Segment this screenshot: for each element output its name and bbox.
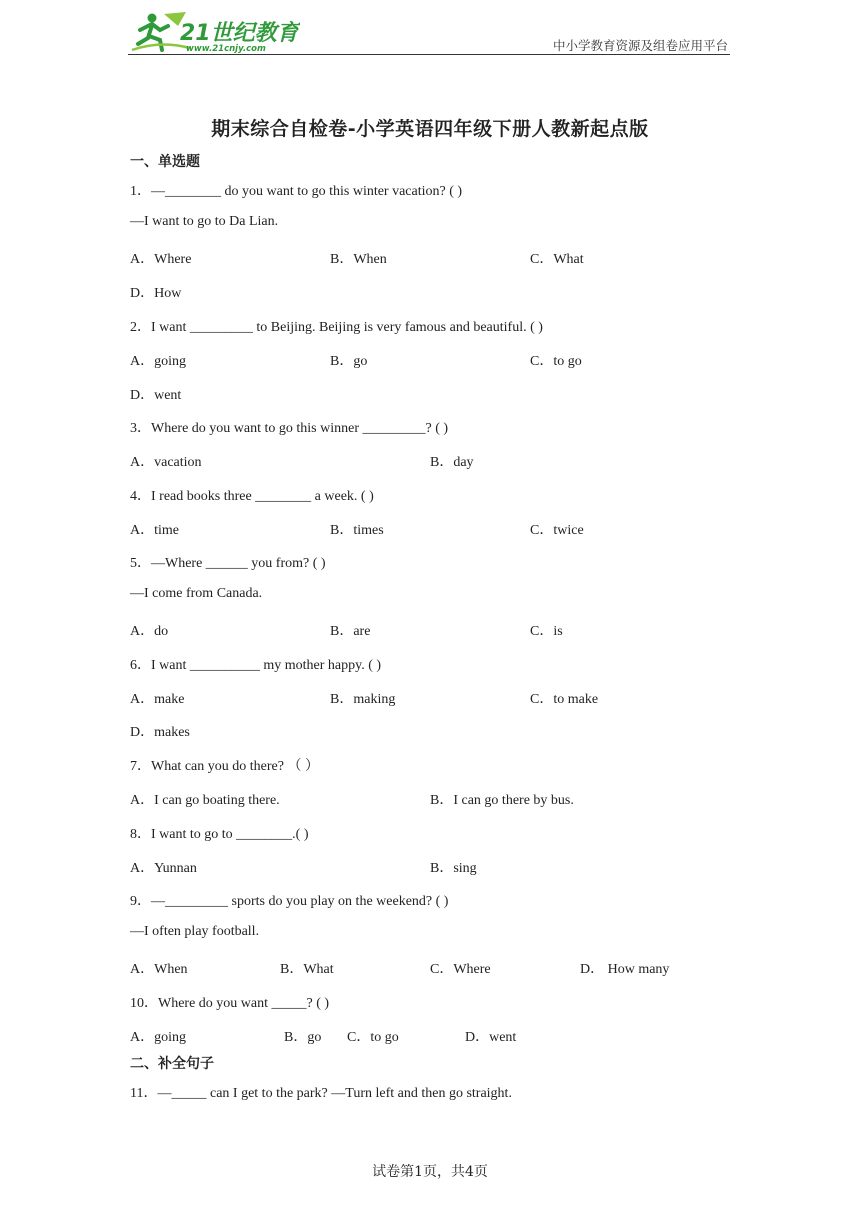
option-a: A．do	[130, 624, 169, 639]
option-d: D．went	[465, 1030, 517, 1045]
option-a: A．Where	[130, 252, 192, 267]
question-stem: 7．What can you do there? （ ）	[130, 759, 319, 774]
option-b: B．When	[330, 252, 387, 267]
svg-text:www.21cnjy.com: www.21cnjy.com	[186, 44, 266, 54]
question-stem: 1．—________ do you want to go this winter vacation? ( )	[130, 184, 463, 199]
svg-text:21世纪教育: 21世纪教育	[180, 21, 299, 46]
question-stem: 4．I read books three ________ a week. ( )	[130, 489, 374, 504]
option-a: A．going	[130, 354, 186, 369]
answer-line: —I often play football.	[130, 924, 260, 939]
option-a: A．vacation	[130, 455, 202, 470]
question-stem: 9．—_________ sports do you play on the weekend? ( )	[130, 894, 449, 909]
question-stem: 5．—Where ______ you from? ( )	[130, 556, 326, 571]
option-d: D．went	[130, 388, 182, 403]
option-b: B．go	[284, 1030, 322, 1045]
option-a: A．going	[130, 1030, 186, 1045]
option-c: C．What	[530, 252, 584, 267]
option-b: B．What	[280, 962, 334, 977]
option-a: A．Yunnan	[130, 861, 197, 876]
option-c: C．twice	[530, 523, 584, 538]
option-c: C．is	[530, 624, 563, 639]
option-a: A．time	[130, 523, 179, 538]
answer-line: —I come from Canada.	[130, 586, 263, 601]
section-heading: 二、补全句子	[130, 1056, 214, 1072]
page-footer: 试卷第1页，共4页	[372, 1164, 488, 1180]
question-stem: 2．I want _________ to Beijing. Beijing is very famous and beautiful. ( )	[130, 320, 543, 335]
option-d: D． How many	[580, 962, 670, 977]
answer-line: —I want to go to Da Lian.	[130, 214, 279, 229]
option-c: C．to go	[530, 354, 582, 369]
question-stem: 8．I want to go to ________.( )	[130, 827, 309, 842]
question-stem: 11．—_____ can I get to the park? —Turn left and then go straight.	[130, 1086, 512, 1101]
option-b: B．times	[330, 523, 384, 538]
option-d: D．makes	[130, 725, 190, 740]
option-c: C．Where	[430, 962, 491, 977]
section-heading: 一、单选题	[130, 154, 200, 170]
platform-name: 中小学教育资源及组卷应用平台	[552, 38, 728, 53]
question-stem: 3．Where do you want to go this winner _________? ( )	[130, 421, 449, 436]
option-b: B．I can go there by bus.	[430, 793, 574, 808]
question-stem: 6．I want __________ my mother happy. ( )	[130, 658, 382, 673]
option-a: A．I can go boating there.	[130, 793, 280, 808]
option-b: B．day	[430, 455, 474, 470]
option-b: B．sing	[430, 861, 477, 876]
option-b: B．making	[330, 692, 396, 707]
question-stem: 10．Where do you want _____? ( )	[130, 996, 330, 1011]
option-c: C．to make	[530, 692, 599, 707]
option-a: A．make	[130, 692, 185, 707]
option-b: B．go	[330, 354, 368, 369]
option-c: C．to go	[347, 1030, 399, 1045]
page-header	[128, 8, 730, 55]
page-title: 期末综合自检卷-小学英语四年级下册人教新起点版	[211, 118, 649, 140]
option-a: A．When	[130, 962, 188, 977]
option-d: D．How	[130, 286, 182, 301]
logo-21cnjy	[130, 10, 300, 54]
option-b: B．are	[330, 624, 371, 639]
